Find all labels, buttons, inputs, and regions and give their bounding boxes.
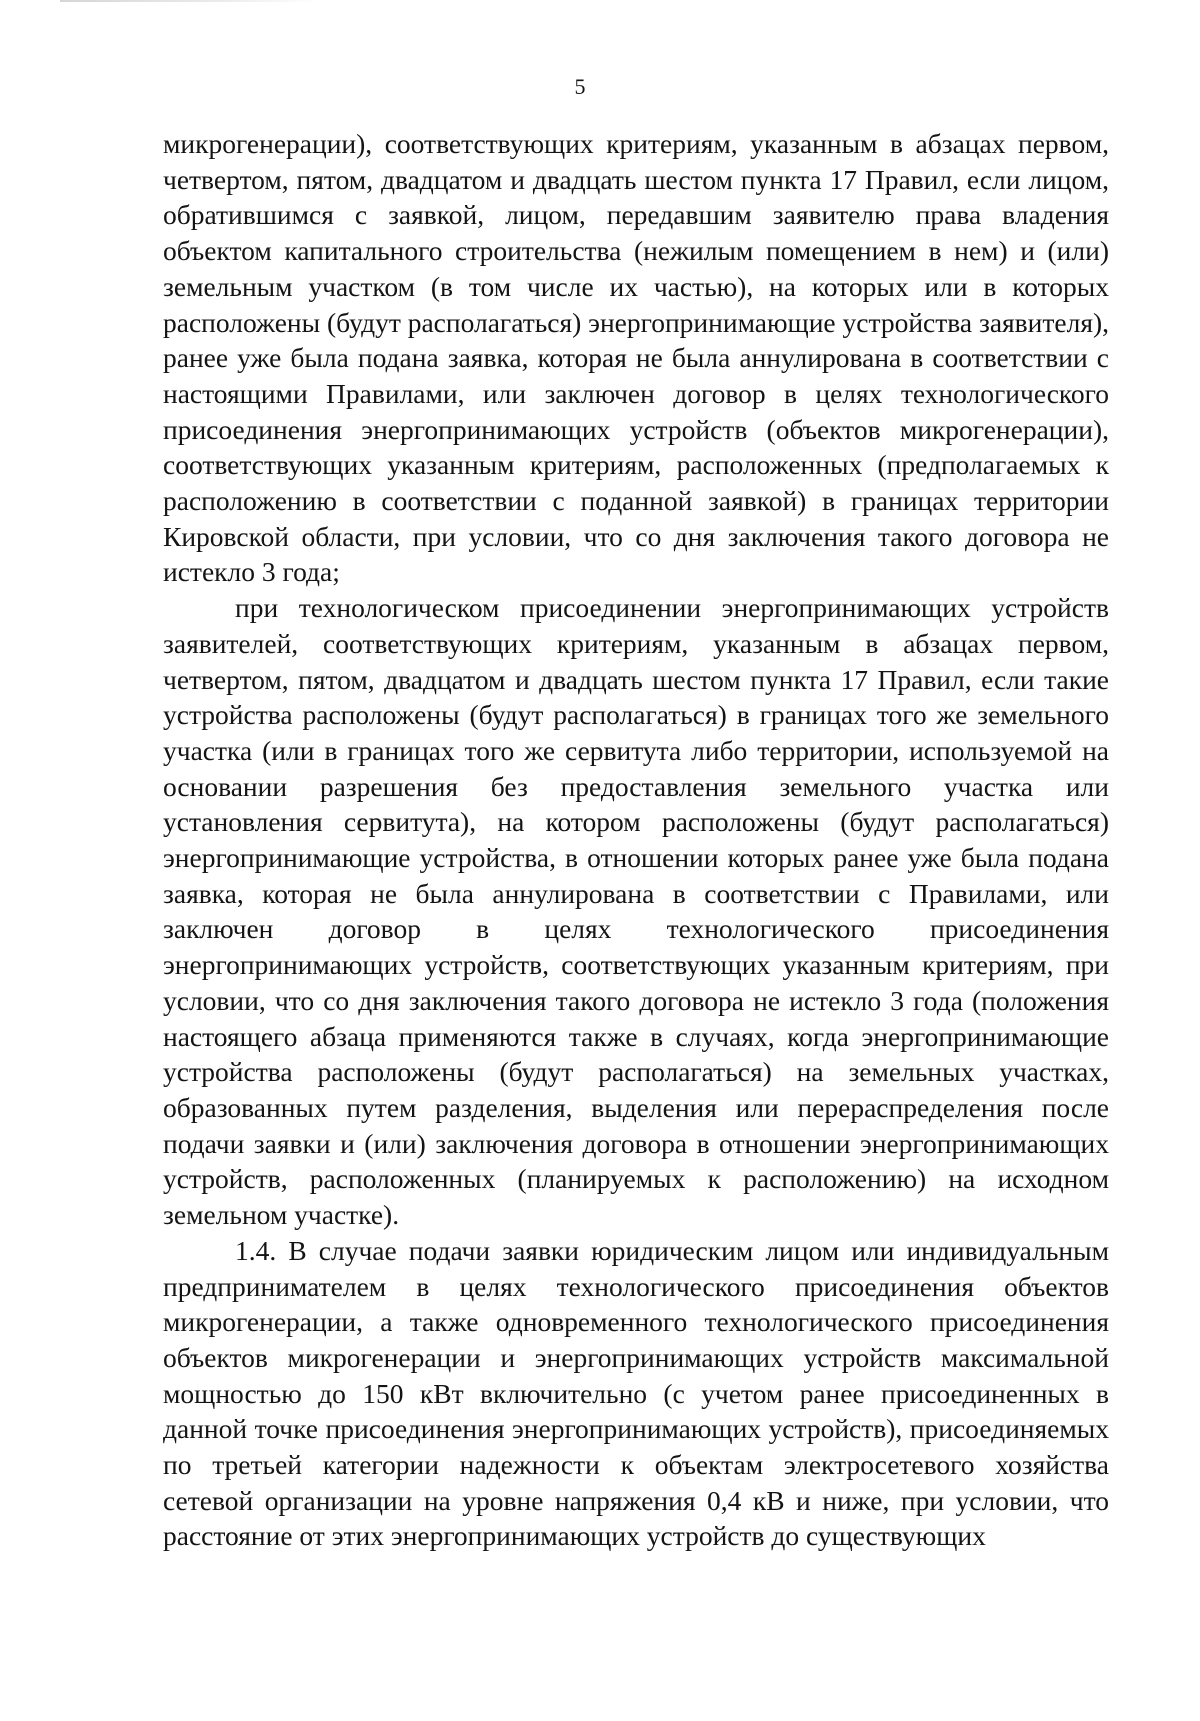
paragraph-1: микрогенерации), соответствующих критериям, указанным в абзацах первом, четвертом, пятом, двадцатом и двадцать шестом пункта 17 Правил, если лицом, обратившимся с заявкой, лицом, передавшим заявителю права владения объектом капитального строительства (нежилым помещением в нем) и (или) земельным участком (в том числе их частью), на которых или в которых расположены (будут располагаться) энергопринимающие устройства заявителя), ранее уже была подана заявка, которая не была аннулирована в соответствии с настоящими Правилами, или заключен договор в целях технологического присоединения энергопринимающих устройств (объектов микрогенерации), соответствующих указанным критериям, расположенных (предполагаемых к расположению в соответствии с поданной заявкой) в границах территории Кировской области, при условии, что со дня заключения такого договора не истекло 3 года; (163, 128, 1110, 588)
page-number: 5 (574, 74, 586, 99)
scan-artifact (60, 0, 320, 2)
document-body (163, 126, 1109, 1554)
paragraph-2: при технологическом присоединении энергопринимающих устройств заявителей, соответствующих критериям, указанным в абзацах первом, четвертом, пятом, двадцатом и двадцать шестом пункта 17 Правил, если такие устройства расположены (будут располагаться) в границах того же земельного участка (или в границах того же сервитута либо территории, используемой на основании разрешения без предоставления земельного участка или установления сервитута), на котором расположены (будут располагаться) энергопринимающие устройства, в отношении которых ранее уже была подана заявка, которая не была аннулирована в соответствии с Правилами, или заключен договор в целях технологического присоединения энергопринимающих устройств, соответствующих указанным критериям, при условии, что со дня заключения такого договора не истекло 3 года (положения настоящего абзаца применяются также в случаях, когда энергопринимающие устройства расположены (будут располагаться) на земельных участках, образованных путем разделения, выделения или перераспределения после подачи заявки и (или) заключения договора в отношении энергопринимающих устройств, расположенных (планируемых к расположению) на исходном земельном участке). (163, 592, 1109, 1231)
paragraph-3: 1.4. В случае подачи заявки юридическим лицом или индивидуальным предпринимателем в целях технологического присоединения объектов микрогенерации, а также одновременного технологического присоединения объектов микрогенерации и энергопринимающих устройств максимальной мощностью до 150 кВт включительно (с учетом ранее присоединенных в данной точке присоединения энергопринимающих устройств), присоединяемых по третьей категории надежности к объектам электросетевого хозяйства сетевой организации на уровне напряжения 0,4 кВ и ниже, при условии, что расстояние от этих энергопринимающих устройств до существующих (163, 1234, 1109, 1552)
